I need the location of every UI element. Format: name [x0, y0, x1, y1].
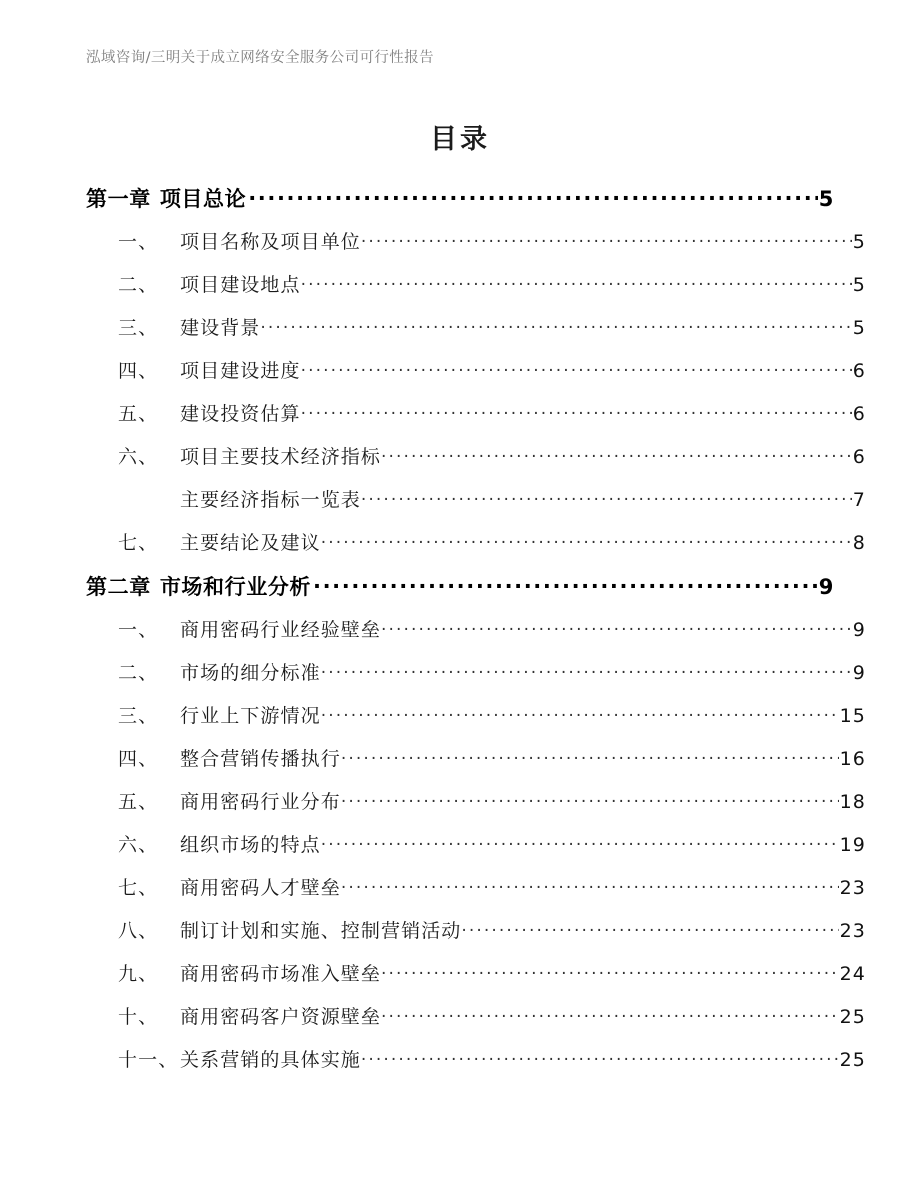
toc-section-entry[interactable] — [86, 356, 866, 399]
toc-page-number: 25 — [839, 1006, 866, 1028]
toc-page-number: 18 — [839, 791, 866, 813]
toc-page-number: 5 — [818, 187, 834, 211]
toc-page-number: 9 — [852, 619, 866, 641]
toc-dot-leader — [321, 832, 839, 851]
toc-entry-label: 商用密码市场准入壁垒 — [180, 963, 382, 985]
toc-section-entry[interactable] — [86, 830, 866, 873]
toc-dot-leader — [301, 358, 852, 377]
toc-dot-leader — [260, 315, 851, 334]
toc-page-number: 24 — [839, 963, 866, 985]
toc-section-entry[interactable] — [86, 528, 866, 571]
toc-dot-leader — [301, 272, 852, 291]
running-header: 泓域咨询/三明关于成立网络安全服务公司可行性报告 — [86, 50, 434, 66]
toc-dot-leader — [248, 185, 818, 206]
toc-dot-leader — [321, 530, 852, 549]
toc-dot-leader — [381, 961, 839, 980]
toc-entry-number: 六、 — [118, 446, 159, 468]
toc-entry-number: 一、 — [118, 619, 159, 641]
toc-section-entry[interactable] — [86, 873, 866, 916]
toc-page-number: 19 — [839, 834, 866, 856]
toc-entry-label: 项目建设地点 — [180, 274, 301, 296]
toc-section-entry[interactable] — [86, 1002, 866, 1045]
toc-entry-number: 四、 — [118, 360, 159, 382]
toc-dot-leader — [361, 487, 852, 506]
toc-section-entry[interactable] — [86, 787, 866, 830]
toc-entry-number: 一、 — [118, 231, 159, 253]
toc-page-number: 15 — [839, 705, 866, 727]
toc-entry-label: 主要经济指标一览表 — [180, 489, 361, 511]
toc-page-number: 6 — [852, 403, 866, 425]
toc-entry-label: 市场的细分标准 — [180, 662, 321, 684]
toc-section-entry[interactable] — [86, 227, 866, 270]
toc-page-number: 25 — [839, 1049, 866, 1071]
toc-entry-label: 商用密码行业分布 — [180, 791, 341, 813]
toc-entry-number: 五、 — [118, 403, 159, 425]
toc-entry-number: 八、 — [118, 920, 159, 942]
toc-section-entry[interactable] — [86, 399, 866, 442]
toc-section-entry[interactable] — [86, 701, 866, 744]
toc-dot-leader — [341, 875, 839, 894]
toc-dot-leader — [321, 703, 839, 722]
toc-entry-number: 三、 — [118, 317, 159, 339]
toc-dot-leader — [381, 1004, 839, 1023]
toc-section-entry[interactable] — [86, 442, 866, 485]
toc-page-number: 9 — [818, 575, 834, 599]
toc-page-number: 5 — [852, 231, 866, 253]
toc-dot-leader — [341, 746, 839, 765]
toc-entry-label: 商用密码人才壁垒 — [180, 877, 341, 899]
toc-page-number: 8 — [852, 532, 866, 554]
toc-chapter-entry[interactable] — [86, 183, 834, 227]
toc-page-number: 7 — [852, 489, 866, 511]
toc-page-number: 9 — [852, 662, 866, 684]
toc-page-number: 23 — [839, 920, 866, 942]
toc-section-entry[interactable] — [86, 1045, 866, 1088]
toc-entry-label: 行业上下游情况 — [180, 705, 321, 727]
toc-section-entry[interactable] — [86, 485, 866, 528]
toc-entry-label: 商用密码客户资源壁垒 — [180, 1006, 382, 1028]
toc-dot-leader — [321, 660, 852, 679]
toc-section-entry[interactable] — [86, 270, 866, 313]
toc-section-entry[interactable] — [86, 959, 866, 1002]
toc-entry-number: 九、 — [118, 963, 159, 985]
toc-section-entry[interactable] — [86, 658, 866, 701]
page-title: 目录 — [430, 124, 490, 155]
toc-entry-label: 项目主要技术经济指标 — [180, 446, 382, 468]
toc-entry-number: 第二章 — [86, 575, 151, 599]
table-of-contents — [86, 183, 866, 1088]
toc-page-number: 6 — [852, 360, 866, 382]
toc-entry-label: 关系营销的具体实施 — [180, 1049, 361, 1071]
toc-section-entry[interactable] — [86, 916, 866, 959]
toc-entry-number: 五、 — [118, 791, 159, 813]
toc-page-number: 16 — [839, 748, 866, 770]
toc-dot-leader — [381, 444, 852, 463]
toc-dot-leader — [381, 617, 852, 636]
toc-entry-number: 四、 — [118, 748, 159, 770]
toc-dot-leader — [361, 1047, 839, 1066]
toc-entry-label: 项目总论 — [159, 187, 247, 211]
toc-dot-leader — [341, 789, 839, 808]
toc-chapter-entry[interactable] — [86, 571, 834, 615]
toc-entry-number: 十、 — [118, 1006, 159, 1028]
toc-section-entry[interactable] — [86, 744, 866, 787]
toc-entry-label: 制订计划和实施、控制营销活动 — [180, 920, 462, 942]
toc-section-entry[interactable] — [86, 615, 866, 658]
toc-dot-leader — [301, 401, 852, 420]
toc-entry-number: 三、 — [118, 705, 159, 727]
toc-entry-label: 组织市场的特点 — [180, 834, 321, 856]
toc-entry-number: 二、 — [118, 662, 159, 684]
toc-entry-number: 六、 — [118, 834, 159, 856]
toc-entry-number: 二、 — [118, 274, 159, 296]
toc-dot-leader — [361, 229, 852, 248]
toc-entry-label: 建设投资估算 — [180, 403, 301, 425]
toc-entry-label: 项目建设进度 — [180, 360, 301, 382]
toc-entry-label: 主要结论及建议 — [180, 532, 321, 554]
toc-dot-leader — [313, 573, 818, 594]
toc-entry-label: 项目名称及项目单位 — [180, 231, 361, 253]
toc-page-number: 6 — [852, 446, 866, 468]
toc-entry-label: 整合营销传播执行 — [180, 748, 341, 770]
toc-entry-label: 建设背景 — [180, 317, 261, 339]
toc-page-number: 23 — [839, 877, 866, 899]
toc-entry-number: 十一、 — [118, 1049, 179, 1071]
toc-entry-number: 第一章 — [86, 187, 151, 211]
toc-entry-number: 七、 — [118, 877, 159, 899]
toc-entry-label: 商用密码行业经验壁垒 — [180, 619, 382, 641]
toc-page-number: 5 — [852, 317, 866, 339]
toc-page-number: 5 — [852, 274, 866, 296]
toc-entry-label: 市场和行业分析 — [159, 575, 312, 599]
toc-dot-leader — [461, 918, 838, 937]
toc-entry-number: 七、 — [118, 532, 159, 554]
toc-section-entry[interactable] — [86, 313, 866, 356]
